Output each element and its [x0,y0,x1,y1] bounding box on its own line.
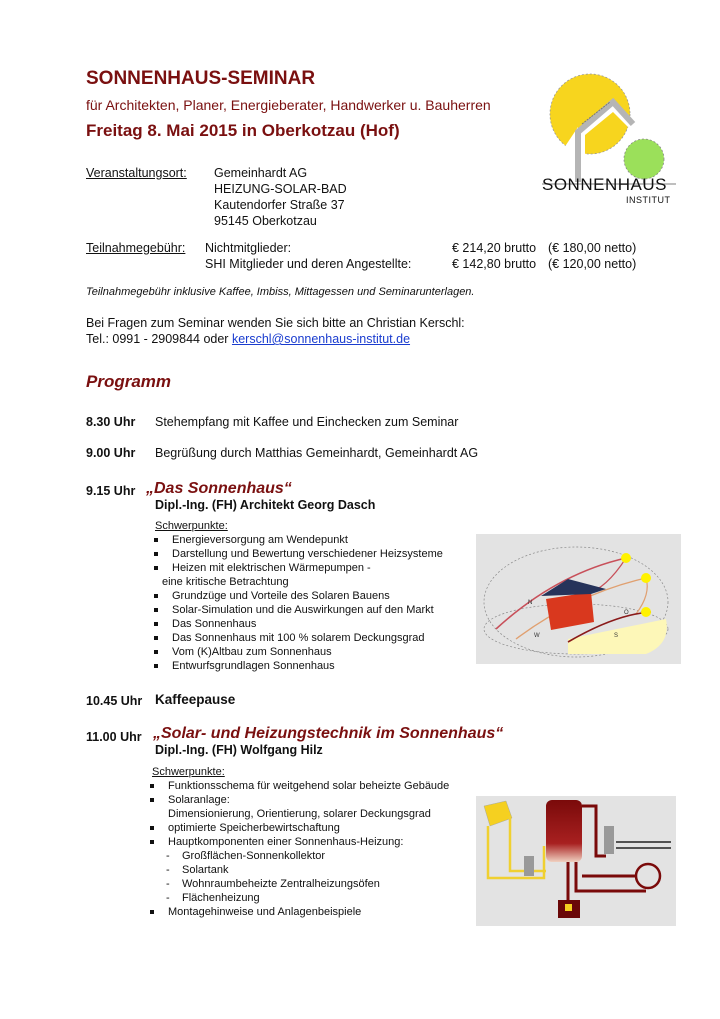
program-time: 9.00 Uhr [86,446,136,460]
venue-label: Veranstaltungsort: [86,166,187,180]
svg-text:N: N [528,600,533,606]
contact-phone: Tel.: 0991 - 2909844 oder [86,332,232,346]
fee-brutto: € 214,20 brutto [452,241,537,255]
list-item: - Wohnraumbeheizte Zentralheizungsöfen [148,877,488,891]
fee-netto: (€ 120,00 netto) [548,257,637,271]
program-time: 9.15 Uhr [86,484,136,498]
program-time: 11.00 Uhr [86,730,142,744]
list-item: Grundzüge und Vorteile des Solaren Bauens [152,589,482,603]
list-item: Funktionsschema für weitgehend solar beheizte Gebäude [148,779,488,793]
list-item: Entwurfsgrundlagen Sonnenhaus [152,659,482,673]
contact-text: Bei Fragen zum Seminar wenden Sie sich bitte an Christian Kerschl: [86,316,465,330]
fee-netto: (€ 180,00 netto) [548,241,637,255]
list-item: Energieversorgung am Wendepunkt [152,533,482,547]
svg-text:O: O [624,610,629,616]
focus-list [152,533,482,673]
list-item: Dimensionierung, Orientierung, solarer Deckungsgrad [168,808,431,820]
venue-line: HEIZUNG-SOLAR-BAD [214,182,347,196]
list-item: Solar-Simulation und die Auswirkungen auf den Markt [152,603,482,617]
program-time: 10.45 Uhr [86,694,143,708]
talk-title: „Das Sonnenhaus“ [146,480,292,497]
list-item: - Flächenheizung [148,891,488,905]
focus-label: Schwerpunkte: [152,766,225,778]
venue-line: 95145 Oberkotzau [214,214,317,228]
fee-category: SHI Mitglieder und deren Angestellte: [205,257,412,271]
fee-brutto: € 142,80 brutto [452,257,537,271]
seminar-title: SONNENHAUS-SEMINAR [86,68,316,89]
fee-category: Nichtmitglieder: [205,241,292,255]
list-item: - Großflächen-Sonnenkollektor [148,849,488,863]
contact-phone-line [86,331,465,347]
sonnenhaus-logo [538,72,678,212]
list-item: eine kritische Betrachtung [162,576,289,588]
contact-block [86,315,465,347]
logo-sub: INSTITUT [626,195,671,205]
talk-speaker: Dipl.-Ing. (FH) Wolfgang Hilz [155,743,323,757]
list-item: Montagehinweise und Anlagenbeispiele [148,905,488,919]
heating-schematic-image [476,796,676,926]
program-text: Begrüßung durch Matthias Gemeinhardt, Gemeinhardt AG [155,446,479,460]
fee-brutto-column [452,240,536,272]
venue-line: Kautendorfer Straße 37 [214,198,345,212]
fee-categories [205,240,411,272]
focus-list [148,779,488,919]
fee-label: Teilnahmegebühr: [86,241,186,255]
list-item: Das Sonnenhaus mit 100 % solarem Deckungsgrad [152,631,482,645]
contact-email-link[interactable]: kerschl@sonnenhaus-institut.de [231,332,411,346]
logo-name: SONNENHAUS [542,175,667,194]
list-item: Das Sonnenhaus [152,617,482,631]
focus-label: Schwerpunkte: [155,520,228,532]
program-text: Stehempfang mit Kaffee und Einchecken zum Seminar [155,415,459,429]
fee-netto-column [548,240,636,272]
sunpath-diagram-image [476,534,681,664]
heating-schematic-icon [476,796,676,926]
program-time: 8.30 Uhr [86,415,136,429]
program-heading: Programm [86,372,172,391]
svg-text:S: S [614,633,619,639]
list-item: - Solartank [148,863,488,877]
sunpath-diagram-icon [476,534,681,664]
list-item: Solaranlage: [148,793,488,807]
event-date: Freitag 8. Mai 2015 in Oberkotzau (Hof) [86,121,400,140]
target-audience: für Architekten, Planer, Energieberater, Handwerker u. Bauherren [86,97,491,113]
program-text: Kaffeepause [155,692,236,707]
list-item: Darstellung und Bewertung verschiedener Heizsysteme [152,547,482,561]
venue-line: Gemeinhardt AG [214,166,308,180]
list-item: optimierte Speicherbewirtschaftung [148,821,488,835]
svg-text:W: W [534,633,540,639]
talk-speaker: Dipl.-Ing. (FH) Architekt Georg Dasch [155,498,376,512]
list-item: Hauptkomponenten einer Sonnenhaus-Heizung: [148,835,488,849]
list-item: Heizen mit elektrischen Wärmepumpen - [152,561,482,575]
talk-title: „Solar- und Heizungstechnik im Sonnenhaus“ [153,725,504,742]
venue-address [214,165,347,229]
list-item: Vom (K)Altbau zum Sonnenhaus [152,645,482,659]
fee-note: Teilnahmegebühr inklusive Kaffee, Imbiss, Mittagessen und Seminarunterlagen. [86,286,475,298]
